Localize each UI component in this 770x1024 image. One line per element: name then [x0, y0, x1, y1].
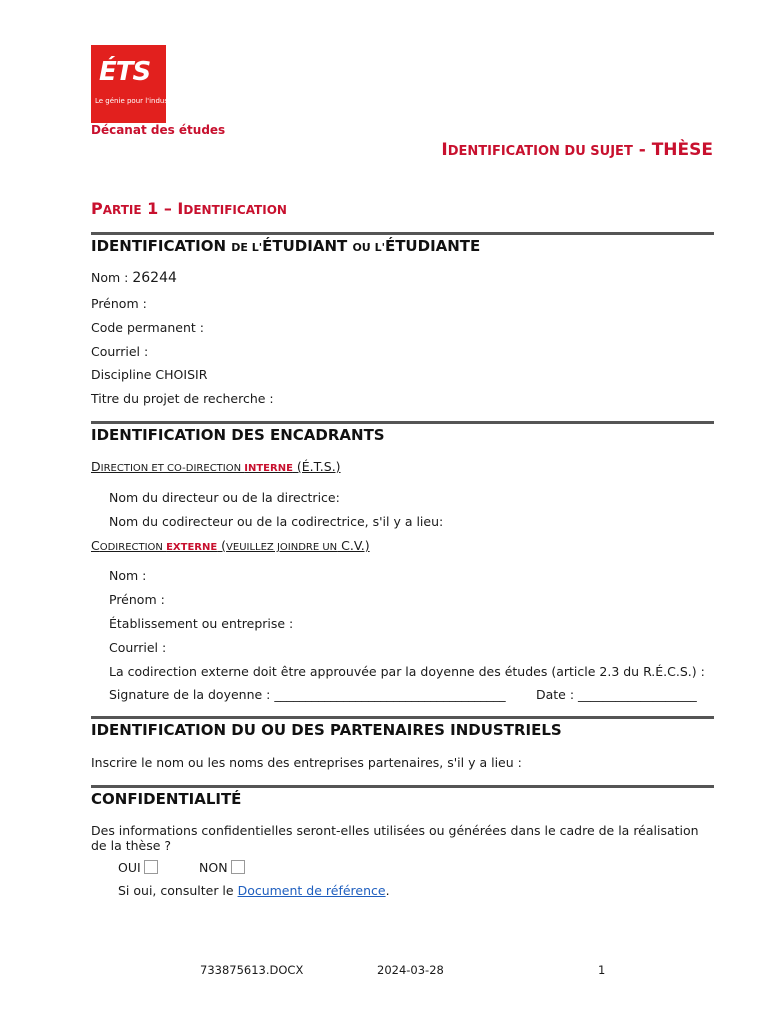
external-codirection-subheading: CODIRECTION EXTERNE (VEUILLEZ JOINDRE UN C.V.): [91, 538, 370, 553]
student-section-heading: IDENTIFICATION DE L'ÉTUDIANT OU L'ÉTUDIANTE: [91, 237, 481, 255]
external-email-field[interactable]: Courriel :: [109, 640, 167, 655]
confidentiality-section-heading: CONFIDENTIALITÉ: [91, 790, 242, 808]
partners-section-heading: IDENTIFICATION DU OU DES PARTENAIRES INDUSTRIELS: [91, 721, 562, 739]
internal-direction-subheading: DIRECTION ET CO-DIRECTION INTERNE (É.T.S.): [91, 459, 341, 474]
section-rule: [91, 785, 714, 788]
footer-date: 2024-03-28: [377, 963, 444, 977]
director-name-field[interactable]: Nom du directeur ou de la directrice:: [109, 490, 340, 505]
oui-option[interactable]: OUI: [118, 860, 158, 875]
student-name-value[interactable]: 26244: [132, 270, 177, 286]
logo-wordmark: ÉTS: [99, 57, 151, 87]
partners-field[interactable]: Inscrire le nom ou les noms des entreprises partenaires, s'il y a lieu :: [91, 755, 522, 770]
confidentiality-question-cont: de la thèse ?: [91, 838, 172, 853]
reference-document-link[interactable]: Document de référence: [237, 883, 386, 898]
student-firstname-field[interactable]: Prénom :: [91, 296, 147, 311]
dean-signature-field[interactable]: Signature de la doyenne : _____________________________________: [109, 687, 506, 702]
confidentiality-question: Des informations confidentielles seront-elles utilisées ou générées dans le cadre de la réalisation: [91, 823, 699, 838]
signature-date-field[interactable]: Date : ___________________: [536, 687, 697, 702]
ets-logo: [91, 45, 180, 123]
footer-page-number: 1: [598, 963, 606, 977]
reference-instruction: Si oui, consulter le Document de référence.: [118, 883, 390, 898]
section-rule: [91, 232, 714, 235]
student-email-field[interactable]: Courriel :: [91, 344, 149, 359]
document-title: IDENTIFICATION DU SUJET - THÈSE: [441, 140, 713, 160]
section-rule: [91, 716, 714, 719]
external-firstname-field[interactable]: Prénom :: [109, 592, 165, 607]
research-title-field[interactable]: Titre du projet de recherche :: [91, 391, 274, 406]
discipline-dropdown[interactable]: Discipline CHOISIR: [91, 367, 208, 382]
non-option[interactable]: NON: [199, 860, 245, 875]
office-name: Décanat des études: [91, 123, 226, 137]
external-approval-note: La codirection externe doit être approuvée par la doyenne des études (article 2.3 du R.É.C.S.) :: [109, 664, 705, 679]
external-institution-field[interactable]: Établissement ou entreprise :: [109, 616, 294, 631]
footer-filename: 733875613.DOCX: [200, 963, 304, 977]
oui-checkbox[interactable]: [144, 860, 158, 874]
supervisors-section-heading: IDENTIFICATION DES ENCADRANTS: [91, 426, 385, 444]
permanent-code-field[interactable]: Code permanent :: [91, 320, 204, 335]
codirector-name-field[interactable]: Nom du codirecteur ou de la codirectrice, s'il y a lieu:: [109, 514, 444, 529]
student-name-field[interactable]: Nom : 26244: [91, 270, 177, 286]
external-name-field[interactable]: Nom :: [109, 568, 147, 583]
logo-tagline: Le génie pour l'industrie: [95, 97, 180, 105]
non-checkbox[interactable]: [231, 860, 245, 874]
section-rule: [91, 421, 714, 424]
part-heading: PARTIE 1 – IDENTIFICATION: [91, 199, 287, 218]
